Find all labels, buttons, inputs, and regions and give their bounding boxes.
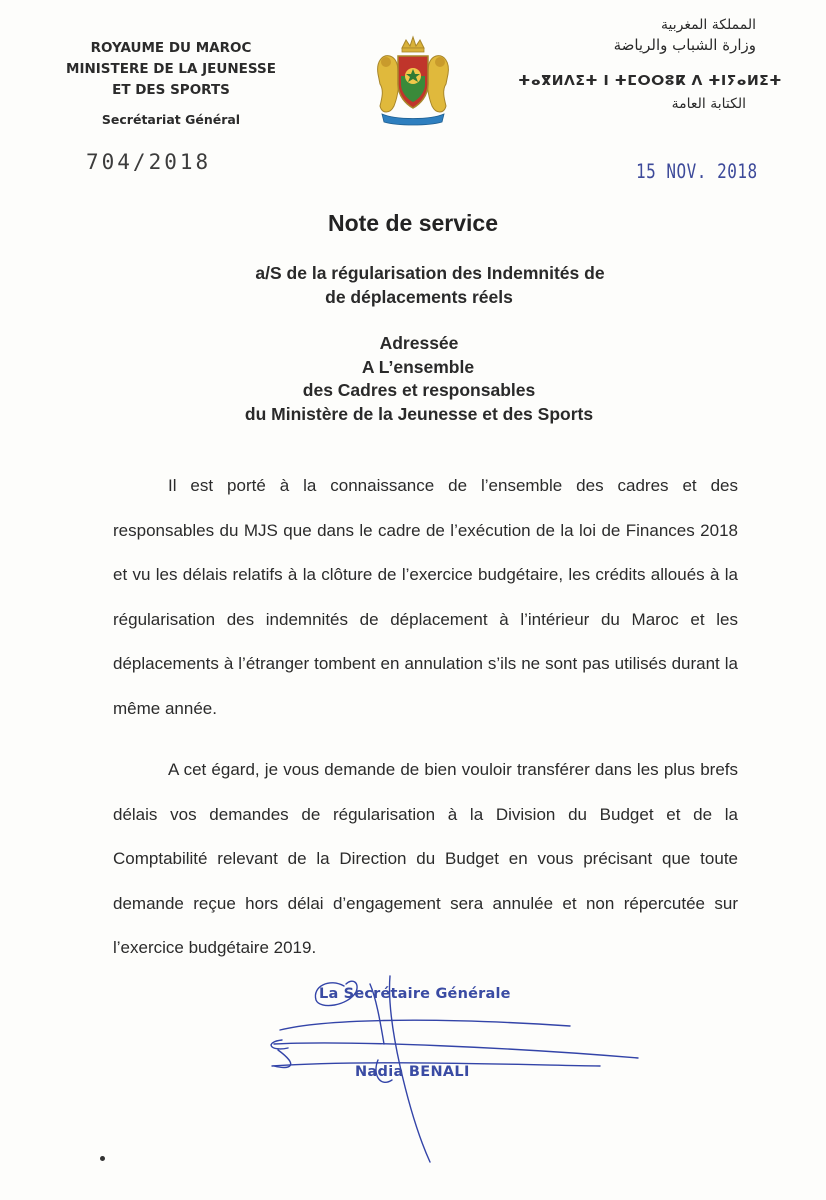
addressee-line1: Adressée [379,333,459,353]
reference-number: 704/2018 [86,150,212,174]
signatory-name: Nadia BENALI [355,1064,470,1080]
letterhead-arabic-tifinagh [496,16,782,115]
addressee-block [0,332,826,426]
document-title: Note de service [327,210,499,236]
body-paragraph-2 [113,748,738,971]
addressee-line2: A L’ensemble [361,356,475,377]
department-name-arabic: الكتابة العامة [671,96,746,112]
paragraph-text: A cet égard, je vous demande de bien vouloir transférer dans les plus brefs délais vos demandes de régularisation à la Division du Budget et de la Comptabilité relevant de la Direction du Budget en vous précisant que toute demande reçue hors délai d’engagement sera annulée et non répercutée sur l’exercice budgétaire 2019. [113,760,738,957]
subject-line1: a/S de la régularisation des Indemnités de [255,263,605,283]
signatory-title: La Secrétaire Générale [319,986,511,1002]
ink-dot [100,1156,105,1161]
paragraph-text: Il est porté à la connaissance de l’ensemble des cadres et des responsables du MJS que dans le cadre de l’exécution de la loi de Finances 2018 et vu les délais relatifs à la clôture de l’exercice budgétaire, les crédits alloués à la régularisation des indemnités de déplacement à l’intérieur du Maroc et les déplacements à l’étranger tombent en annulation s’ils ne sont pas utilisés durant la même année. [113,476,738,718]
date-stamp: 15 NOV. 2018 [636,160,758,183]
department-name: Secrétariat Général [101,112,241,127]
body-paragraph-1 [113,464,738,731]
ministry-name-line2: ET DES SPORTS [112,82,230,98]
subject-block [0,261,826,309]
ministry-name-arabic: وزارة الشباب والرياضة [613,36,756,54]
subject-line2: de déplacements réels [325,287,513,307]
addressee-line4: du Ministère de la Jeunesse et des Sports [244,403,594,424]
ministry-name-tifinagh: ⵜⴰⴳⵍⴷⵉⵜ ⵏ ⵜⵎⵔⵔⵓⴽ ⴷ ⵜⵏⵢⴰⵍⵉⵜ [518,73,782,89]
moroccan-coat-of-arms-icon [372,34,454,126]
ministry-name-line1: MINISTERE DE LA JEUNESSE [66,61,276,77]
kingdom-name: ROYAUME DU MAROC [90,40,252,56]
kingdom-name-arabic: المملكة المغربية [660,17,756,33]
addressee-line3: des Cadres et responsables [302,380,536,400]
letterhead-french [40,38,302,130]
